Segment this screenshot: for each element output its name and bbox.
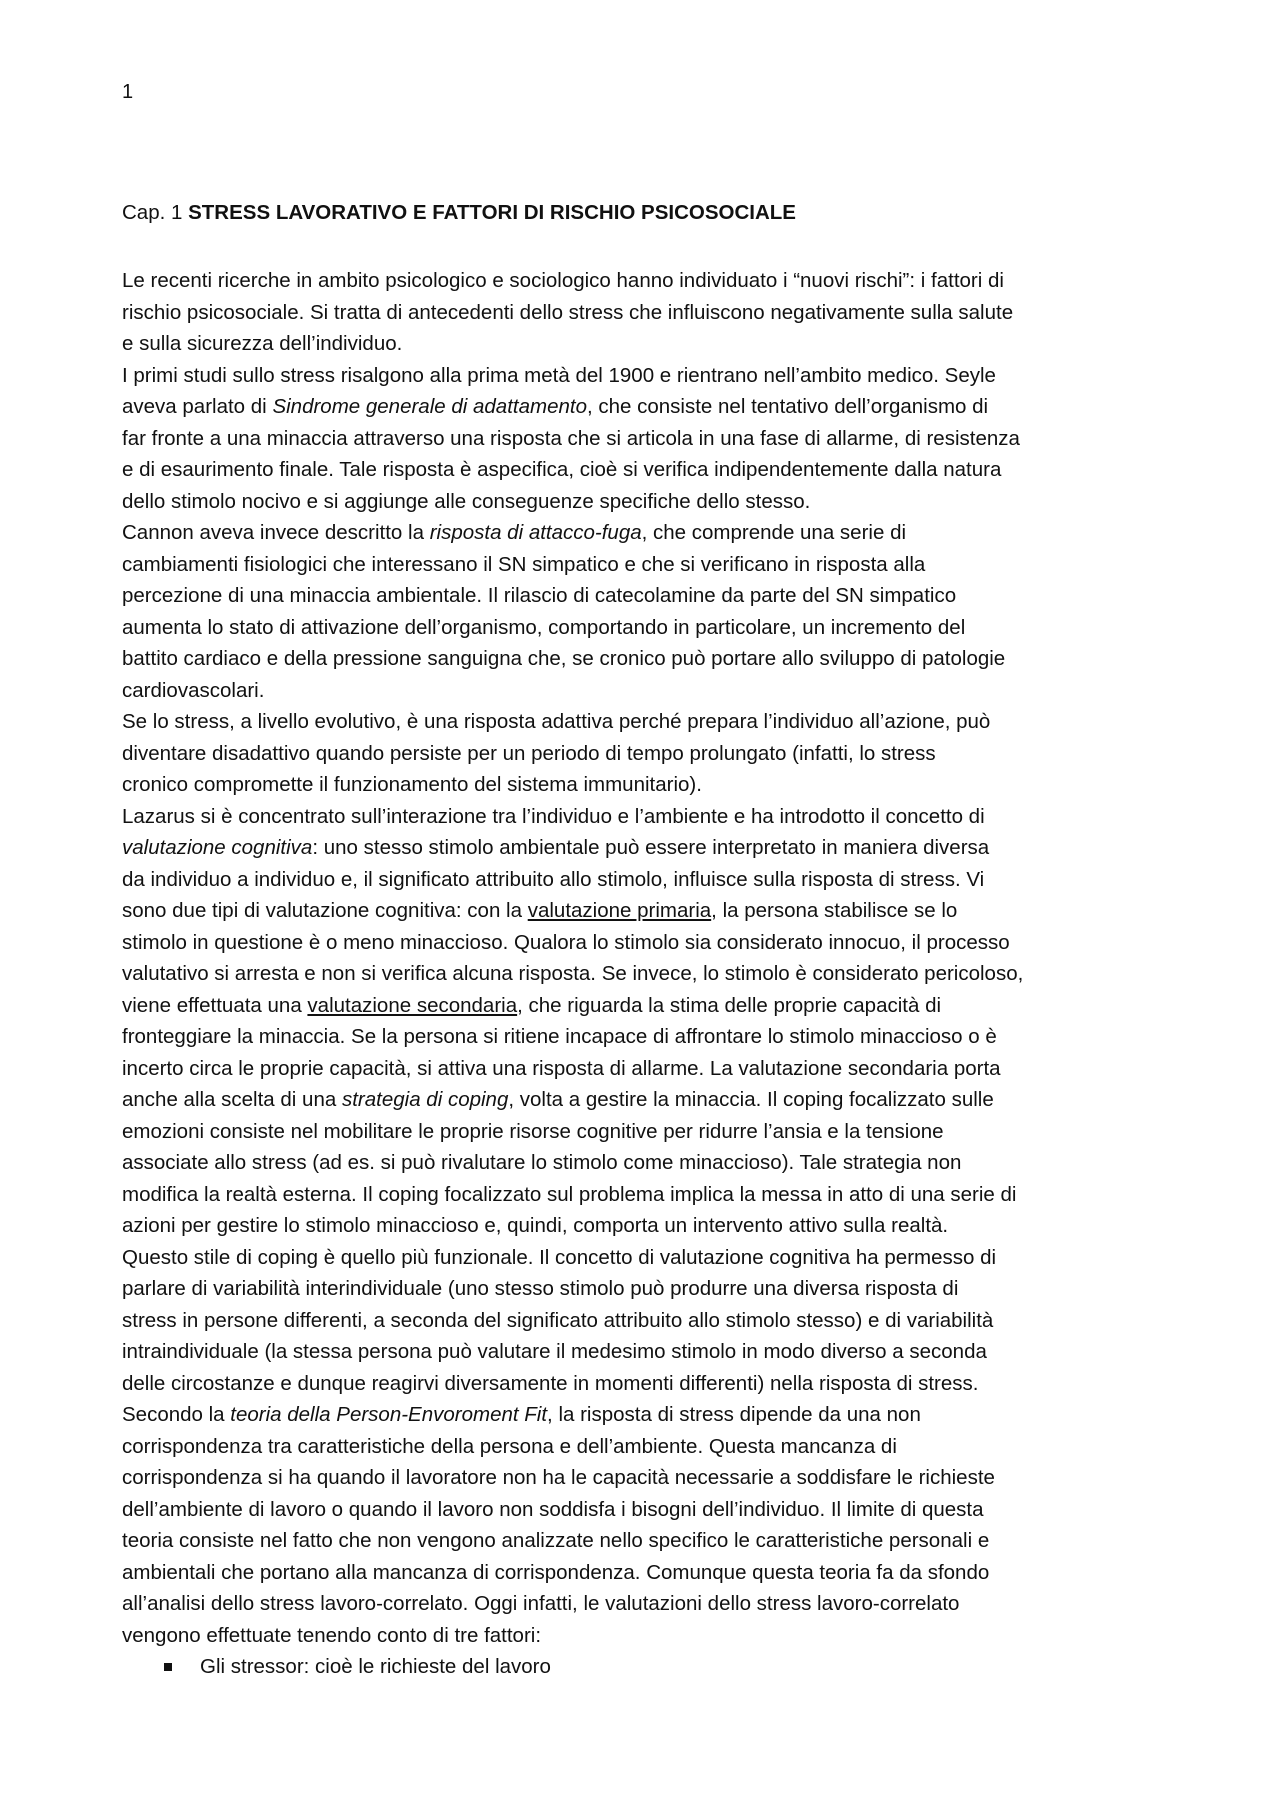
text-line: [122, 391, 1182, 423]
text-line: dello stimolo nocivo e si aggiunge alle conseguenze specifiche dello stesso.: [122, 489, 811, 513]
text-line: aumenta lo stato di attivazione dell’organismo, comportando in particolare, un incremento del: [122, 615, 966, 639]
text-line: azioni per gestire lo stimolo minaccioso e, quindi, comporta un intervento attivo sulla realtà.: [122, 1214, 949, 1237]
text-line: Questo stile di coping è quello più funzionale. Il concetto di valutazione cognitiva ha permesso di: [122, 1245, 997, 1269]
text-line: fronteggiare la minaccia. Se la persona si ritiene incapace di affrontare lo stimolo minaccioso o è: [122, 1025, 997, 1048]
text-run: viene effettuata una: [122, 993, 308, 1017]
text-run: : uno stesso stimolo ambientale può essere interpretato in maniera diversa: [312, 836, 990, 859]
underlined-term: valutazione primaria: [527, 899, 712, 922]
text-line: Se lo stress, a livello evolutivo, è una risposta adattiva perché prepara l’individuo all’azione, può: [122, 710, 991, 733]
text-line: delle circostanze e dunque reagirvi diversamente in momenti differenti) nella risposta di stress.: [122, 1371, 979, 1395]
text-line: intraindividuale (la stessa persona può valutare il medesimo stimolo in modo diverso a seconda: [122, 1340, 987, 1363]
italic-term: risposta di attacco-fuga: [429, 521, 642, 544]
italic-term: Sindrome generale di adattamento: [272, 395, 587, 418]
text-line: [122, 517, 1182, 549]
text-line: percezione di una minaccia ambientale. Il rilascio di catecolamine da parte del SN simpatico: [122, 584, 957, 607]
text-line: [122, 895, 1182, 927]
italic-term: teoria della Person-Envoroment Fit: [230, 1403, 548, 1426]
text-line: stimolo in questione è o meno minaccioso. Qualora lo stimolo sia considerato innocuo, il processo: [122, 930, 1010, 954]
text-line: valutativo si arresta e non si verifica alcuna risposta. Se invece, lo stimolo è considerato pericoloso,: [122, 962, 1024, 985]
italic-term: strategia di coping: [341, 1088, 509, 1111]
text-line: da individuo a individuo e, il significato attribuito allo stimolo, influisce sulla risposta di stress. Vi: [122, 867, 985, 891]
text-line: incerto circa le proprie capacità, si attiva una risposta di allarme. La valutazione secondaria porta: [122, 1056, 1001, 1080]
bullet-text: Gli stressor: cioè le richieste del lavoro: [200, 1655, 551, 1678]
text-run: sono due tipi di valutazione cognitiva: con la: [122, 899, 528, 922]
text-line: Le recenti ricerche in ambito psicologico e sociologico hanno individuato i “nuovi rischi”: i fattori di: [122, 269, 1004, 292]
text-line: [122, 1084, 1182, 1116]
text-line: diventare disadattivo quando persiste per un periodo di tempo prolungato (infatti, lo stress: [122, 741, 936, 765]
text-run: , la risposta di stress dipende da una non: [547, 1403, 921, 1426]
text-line: cronico compromette il funzionamento del sistema immunitario).: [122, 773, 702, 796]
square-bullet-icon: [164, 1663, 172, 1671]
text-line: cardiovascolari.: [122, 678, 265, 702]
text-line: Lazarus si è concentrato sull’interazione tra l’individuo e l’ambiente e ha introdotto il concetto di: [122, 804, 985, 828]
chapter-heading: [122, 200, 1172, 226]
text-line: ambientali che portano alla mancanza di corrispondenza. Comunque questa teoria fa da sfondo: [122, 1560, 990, 1584]
text-run: Secondo la: [122, 1403, 231, 1426]
italic-term: valutazione cognitiva: [122, 836, 313, 859]
underlined-term: valutazione secondaria: [307, 993, 518, 1017]
text-line: associate allo stress (ad es. si può rivalutare lo stimolo come minaccioso). Tale strategia non: [122, 1151, 962, 1174]
text-line: battito cardiaco e della pressione sanguigna che, se cronico può portare allo sviluppo di patologie: [122, 647, 1006, 670]
text-line: all’analisi dello stress lavoro-correlato. Oggi infatti, le valutazioni dello stress lavoro-correlato: [122, 1592, 960, 1615]
text-line: emozioni consiste nel mobilitare le proprie risorse cognitive per ridurre l’ansia e la tensione: [122, 1119, 944, 1143]
text-line: cambiamenti fisiologici che interessano il SN simpatico e che si verificano in risposta alla: [122, 552, 926, 576]
text-run: , la persona stabilisce se lo: [711, 899, 958, 922]
text-line: I primi studi sullo stress risalgono alla prima metà del 1900 e rientrano nell’ambito medico. Seyle: [122, 363, 996, 387]
text-run: anche alla scelta di una: [122, 1088, 342, 1111]
text-line: corrispondenza tra caratteristiche della persona e dell’ambiente. Questa mancanza di: [122, 1434, 897, 1458]
text-run: , che comprende una serie di: [641, 521, 907, 544]
text-line: e sulla sicurezza dell’individuo.: [122, 332, 403, 355]
text-run: , volta a gestire la minaccia. Il coping focalizzato sulle: [508, 1088, 994, 1111]
bullet-list-item: [122, 1651, 1182, 1683]
text-line: corrispondenza si ha quando il lavoratore non ha le capacità necessarie a soddisfare le richieste: [122, 1466, 995, 1489]
text-line: far fronte a una minaccia attraverso una risposta che si articola in una fase di allarme, di resistenza: [122, 426, 1020, 450]
text-line: e di esaurimento finale. Tale risposta è aspecifica, cioè si verifica indipendentemente dalla natura: [122, 458, 1002, 481]
text-run: Cannon aveva invece descritto la: [122, 521, 430, 544]
text-run: aveva parlato di: [122, 395, 273, 418]
page-number: 1: [122, 81, 134, 103]
text-line: stress in persone differenti, a seconda del significato attribuito allo stimolo stesso) e di variabilità: [122, 1308, 994, 1332]
chapter-title: STRESS LAVORATIVO E FATTORI DI RISCHIO PSICOSOCIALE: [188, 201, 796, 224]
text-run: , che consiste nel tentativo dell’organismo di: [586, 395, 989, 418]
text-line: teoria consiste nel fatto che non vengono analizzate nello specifico le caratteristiche personali e: [122, 1529, 990, 1552]
text-line: rischio psicosociale. Si tratta di antecedenti dello stress che influiscono negativamente sulla salute: [122, 300, 1014, 324]
text-line: parlare di variabilità interindividuale (uno stesso stimolo può produrre una diversa risposta di: [122, 1277, 959, 1300]
text-line: modifica la realtà esterna. Il coping focalizzato sul problema implica la messa in atto di una serie di: [122, 1182, 1017, 1206]
text-line: dell’ambiente di lavoro o quando il lavoro non soddisfa i bisogni dell’individuo. Il limite di questa: [122, 1497, 984, 1521]
chapter-prefix: Cap. 1: [122, 201, 189, 224]
text-line: [122, 990, 1182, 1022]
text-line: vengono effettuate tenendo conto di tre fattori:: [122, 1623, 542, 1647]
text-line: [122, 832, 1182, 864]
text-line: [122, 1399, 1182, 1431]
text-run: , che riguarda la stima delle proprie capacità di: [517, 993, 942, 1017]
body-text: [122, 265, 1182, 1683]
